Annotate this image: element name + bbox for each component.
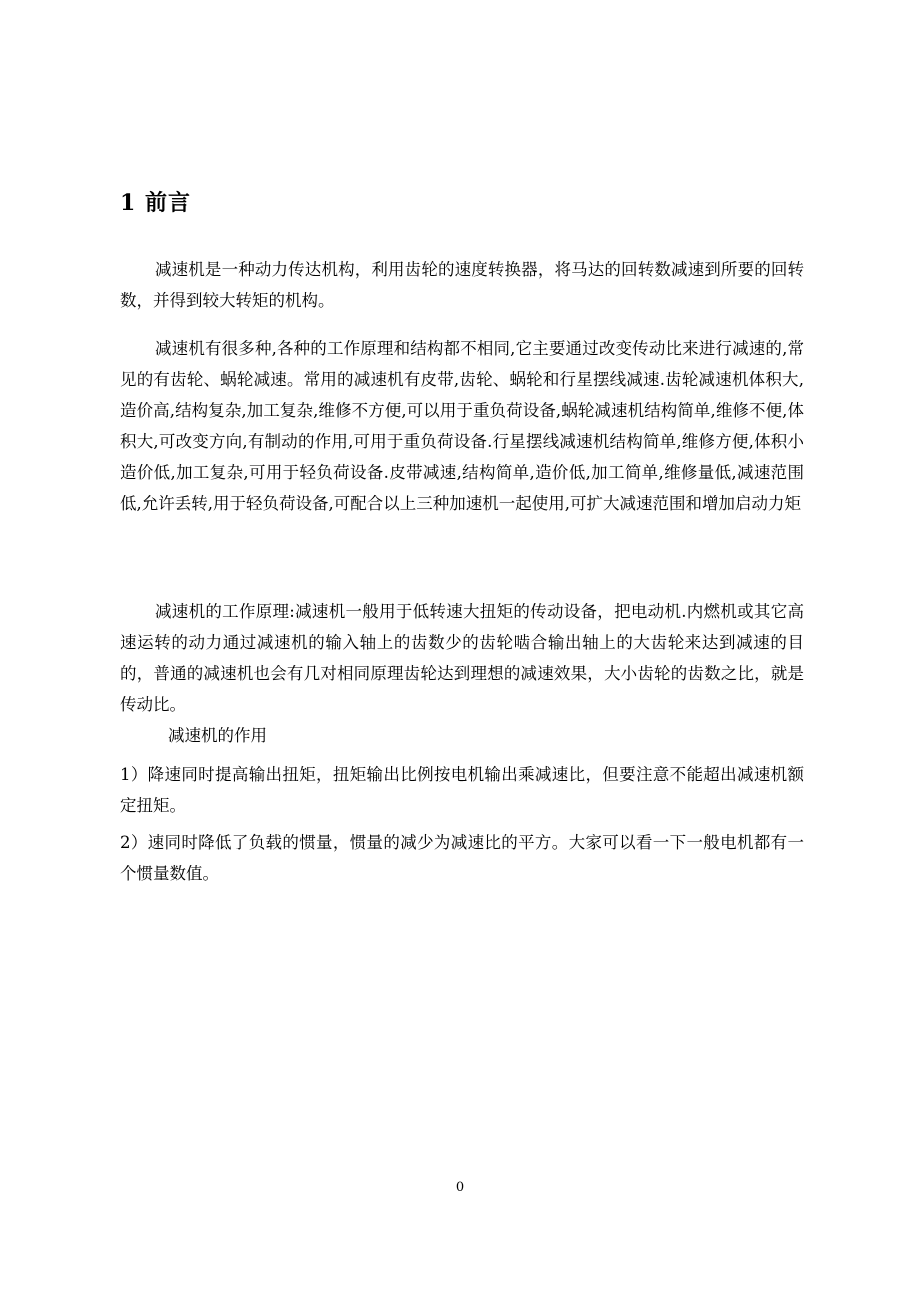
paragraph-working-principle: 减速机的工作原理:减速机一般用于低转速大扭矩的传动设备，把电动机.内燃机或其它高速运转的动力通过减速机的输入轴上的齿数少的齿轮啮合输出轴上的大齿轮来达到减速的目的，普通的减速机也会有几对相同原理齿轮达到理想的减速效果，大小齿轮的齿数之比，就是传动比。 — [120, 602, 804, 714]
paragraph-types: 减速机有很多种,各种的工作原理和结构都不相同,它主要通过改变传动比来进行减速的,常见的有齿轮、蜗轮减速。常用的减速机有皮带,齿轮、蜗轮和行星摆线减速.齿轮减速机体积大,造价高,结构复杂,加工复杂,维修不方便,可以用于重负荷设备,蜗轮减速机结构简单,维修不便,体积大,可改变方向,有制动的作用,可用于重负荷设备.行星摆线减速机结构简单,维修方便,体积小造价低,加工复杂,可用于轻负荷设备.皮带减速,结构简单,造价低,加工简单,维修量低,减速范围低,允许丢转,用于轻负荷设备,可配合以上三种加速机一起使用,可扩大减速范围和增加启动力矩 — [120, 339, 804, 513]
page-number: 0 — [455, 1180, 465, 1195]
paragraph-intro: 减速机是一种动力传达机构，利用齿轮的速度转换器，将马达的回转数减速到所要的回转数，并得到较大转矩的机构。 — [120, 260, 804, 310]
list-item: 2）速同时降低了负载的惯量，惯量的减少为减速比的平方。大家可以看一下一般电机都有一个惯量数值。 — [120, 833, 804, 883]
list-item: 1）降速同时提高输出扭矩，扭矩输出比例按电机输出乘减速比，但要注意不能超出减速机额定扭矩。 — [120, 765, 804, 815]
subheading-function: 减速机的作用 — [168, 726, 267, 745]
section-heading: 1 前言 — [120, 190, 191, 216]
